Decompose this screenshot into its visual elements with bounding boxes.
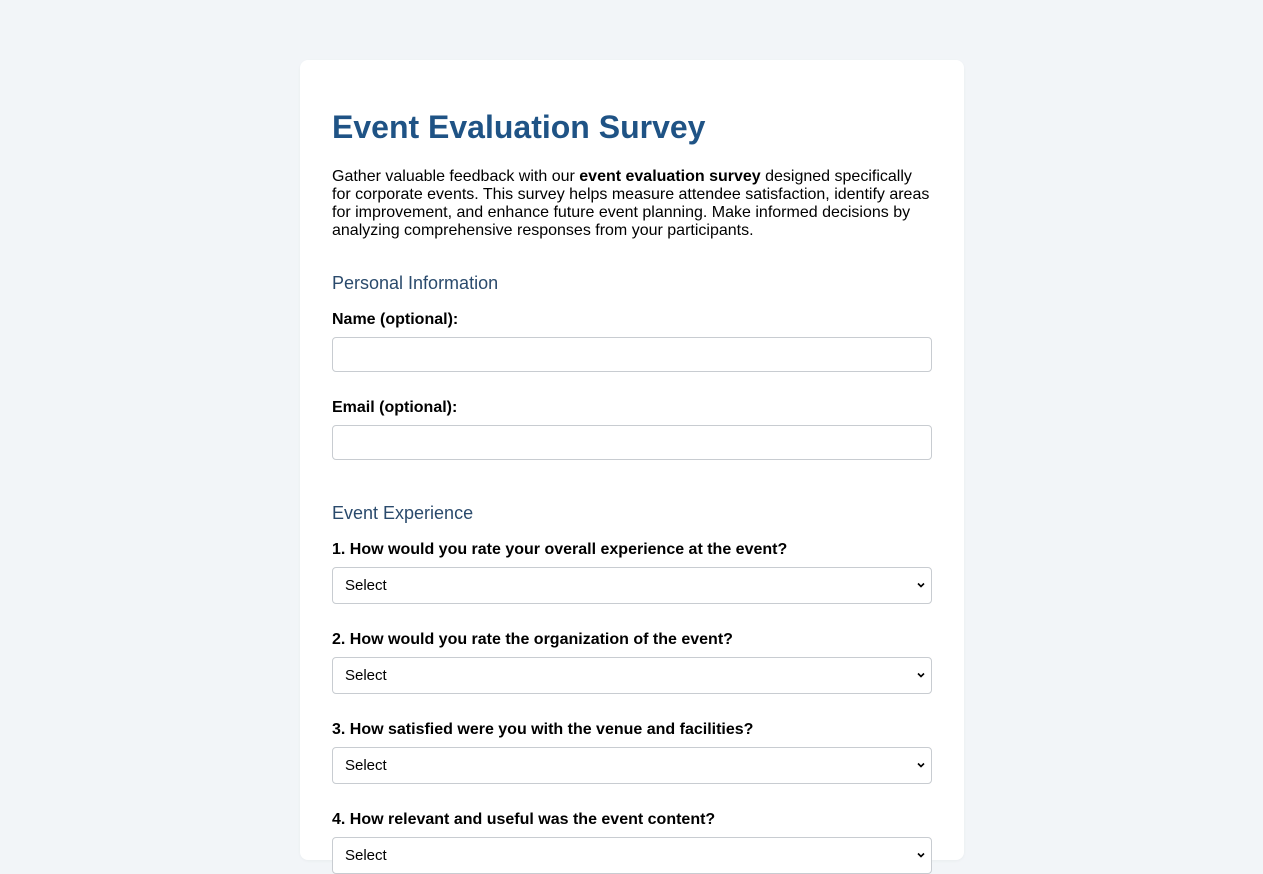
survey-card <box>300 60 964 864</box>
question-4-select[interactable] <box>332 837 932 874</box>
chevron-down-icon <box>917 851 925 859</box>
chevron-down-icon <box>917 761 925 769</box>
name-label: Name (optional): <box>332 311 459 328</box>
question-1-select[interactable] <box>332 567 932 604</box>
question-2-select[interactable] <box>332 657 932 694</box>
section-personal-information: Personal Information <box>332 273 499 293</box>
intro-text-start: Gather valuable feedback with our <box>332 168 580 185</box>
name-input[interactable] <box>332 337 932 372</box>
chevron-down-icon <box>917 671 925 679</box>
question-2-selected-value: Select <box>345 667 387 684</box>
email-label: Email (optional): <box>332 399 458 416</box>
question-3-label: 3. How satisfied were you with the venue and facilities? <box>332 721 754 738</box>
page-title: Event Evaluation Survey <box>332 109 706 145</box>
intro-text-end: designed specifically for corporate events. This survey helps measure attendee satisfaction, identify areas for improvement, and enhance future event planning. Make informed decisions by analyzing comprehensive responses from your participants. <box>332 168 930 239</box>
question-3-selected-value: Select <box>345 757 387 774</box>
intro-text-bold: event evaluation survey <box>579 168 761 185</box>
question-3-select[interactable] <box>332 747 932 784</box>
question-1-label: 1. How would you rate your overall experience at the event? <box>332 541 788 558</box>
section-event-experience: Event Experience <box>332 503 474 523</box>
intro-paragraph <box>332 168 932 240</box>
question-4-selected-value: Select <box>345 847 387 864</box>
question-1-selected-value: Select <box>345 577 387 594</box>
question-4-label: 4. How relevant and useful was the event content? <box>332 811 716 828</box>
question-2-label: 2. How would you rate the organization of the event? <box>332 631 733 648</box>
chevron-down-icon <box>917 581 925 589</box>
email-input[interactable] <box>332 425 932 460</box>
